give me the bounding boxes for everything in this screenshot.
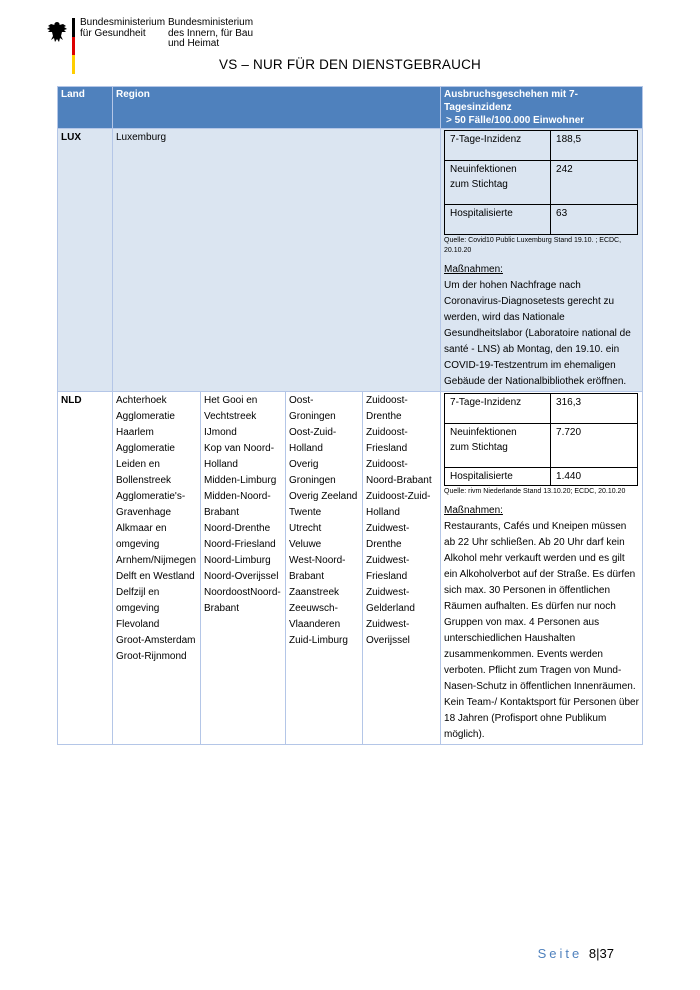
region-name: Noord-Overijssel [204,571,279,582]
region-name: West-Noord-Brabant [289,555,346,582]
header-ausbruch: Ausbruchsgeschehen mit 7-Tagesinzidenz > 50 Fälle/100.000 Einwohner [441,87,643,129]
region-name: Zuidwest-Gelderland [366,587,415,614]
region-column [363,392,441,745]
region-name: Groot-Amsterdam [116,635,196,646]
stat-value: 188,5 [551,131,638,161]
region-name: Zuidoost-Zuid-Holland [366,491,431,518]
region-name: Twente [289,507,322,518]
region-name: Zuidwest-Overijssel [366,619,410,646]
ministry-interior-name: Bundesministerium des Innern, für Bau und Heimat [168,17,254,49]
region-name: Zuidwest-Drenthe [366,523,410,550]
ministry-health-name: Bundesministerium für Gesundheit [80,17,166,39]
stat-label: Neuinfektionen zum Stichtag [445,161,551,205]
table-row [58,129,643,392]
region-name: Alkmaar en omgeving [116,523,167,550]
federal-eagle-icon [46,20,68,44]
region-name: Midden-Limburg [204,475,277,486]
header-region: Region [113,87,441,129]
measures-text: Restaurants, Cafés und Kneipen müssen ab 22 Uhr schließen. Ab 20 Uhr darf kein Alkohol mehr verkauft werden und es gilt ein Alkoholverbot auf der Straße. Es dürfen sich max. 30 Personen in öffentlichen Räumen aufhalten. Es dürfen nur noch Gruppen von max. 4 Personen aus unterschiedlichen Haushalten zusammenkommen. Events werden verboten. Pflicht zum Tragen von Mund-Nasen-Schutz in öffentlichen Innenräumen. Kein Team-/ Kontaktsport für Personen über 18 Jahren (Profisport ohne Publikum möglich). [444,521,639,740]
region-column [201,392,286,745]
page-total: 37 [599,946,614,961]
stat-label: Hospitalisierte [445,468,551,486]
region-name: Kop van Noord-Holland [204,443,275,470]
country-code: LUX [58,129,113,392]
header-land: Land [58,87,113,129]
page-separator: | [596,946,600,961]
measures-heading: Maßnahmen: [444,505,503,516]
outbreak-cell [441,392,643,745]
stat-value: 7.720 [551,424,638,468]
region-name: Zuidoost-Drenthe [366,395,408,422]
classification-heading: VS – NUR FÜR DEN DIENSTGEBRAUCH [219,57,481,72]
region-name: Agglomeratie Leiden en Bollenstreek [116,443,175,486]
region-name: Noord-Drenthe [204,523,271,534]
stat-value: 1.440 [551,468,638,486]
region-name: Groot-Rijnmond [116,651,187,662]
region-name: Midden-Noord-Brabant [204,491,271,518]
source-note: Quelle: rivm Niederlande Stand 13.10.20; ECDC, 20.10.20 [444,488,626,495]
outbreak-cell [441,129,643,392]
stat-value: 63 [551,205,638,235]
measures-heading: Maßnahmen: [444,264,503,275]
region-name: Delfzijl en omgeving [116,587,160,614]
region-name: Agglomeratie Haarlem [116,411,175,438]
page-footer [538,946,614,961]
footer-label: Seite [537,946,583,961]
stats-table [444,130,638,235]
region-name: Overig Groningen [289,459,336,486]
stat-value: 316,3 [551,394,638,424]
stat-value: 242 [551,161,638,205]
source-note: Quelle: Covid10 Public Luxemburg Stand 19.10. ; ECDC, 20.10.20 [444,237,622,254]
region-name: Noord-Limburg [204,555,271,566]
region-name: Delft en Westland [116,571,195,582]
region-name: Achterhoek [116,395,167,406]
region-name: Arnhem/Nijmegen [116,555,197,566]
outbreak-table [57,86,643,745]
stats-table [444,393,638,486]
table-row [58,392,643,745]
region-name: Zeeuwsch-Vlaanderen [289,603,341,630]
region-name: Oost-Groningen [289,395,336,422]
region-name: Zuidoost-Friesland [366,427,408,454]
region-cell: Luxemburg [113,129,441,392]
region-name: NoordoostNoord-Brabant [204,587,281,614]
region-name: Zuidwest-Friesland [366,555,410,582]
region-name: Zuidoost-Noord-Brabant [366,459,432,486]
stat-label: Hospitalisierte [445,205,551,235]
region-name: Het Gooi en Vechtstreek [204,395,258,422]
region-name: Veluwe [289,539,322,550]
region-column [286,392,363,745]
region-column [113,392,201,745]
region-name: Agglomeratie's-Gravenhage [116,491,186,518]
region-name: Flevoland [116,619,160,630]
region-name: Zaanstreek [289,587,340,598]
region-name: Noord-Friesland [204,539,276,550]
measures-text: Um der hohen Nachfrage nach Coronavirus-Diagnosetests gerecht zu werden, wird das Nationale Gesundheitslabor (Laboratoire national de santé - LNS) ab Montag, den 19.10. ein COVID-19-Testzentrum im ehemaligen Gebäude der Nationalbibliothek eröffnen. [444,280,631,387]
region-name: Overig Zeeland [289,491,358,502]
page-number: 8 [588,946,597,961]
region-name: Zuid-Limburg [289,635,348,646]
region-name: IJmond [204,427,237,438]
table-header-row [58,87,643,129]
country-code: NLD [58,392,113,745]
stat-label: Neuinfektionen zum Stichtag [445,424,551,468]
region-name: Oost-Zuid-Holland [289,427,337,454]
stat-label: 7-Tage-Inzidenz [445,131,551,161]
region-name: Utrecht [289,523,322,534]
stat-label: 7-Tage-Inzidenz [445,394,551,424]
